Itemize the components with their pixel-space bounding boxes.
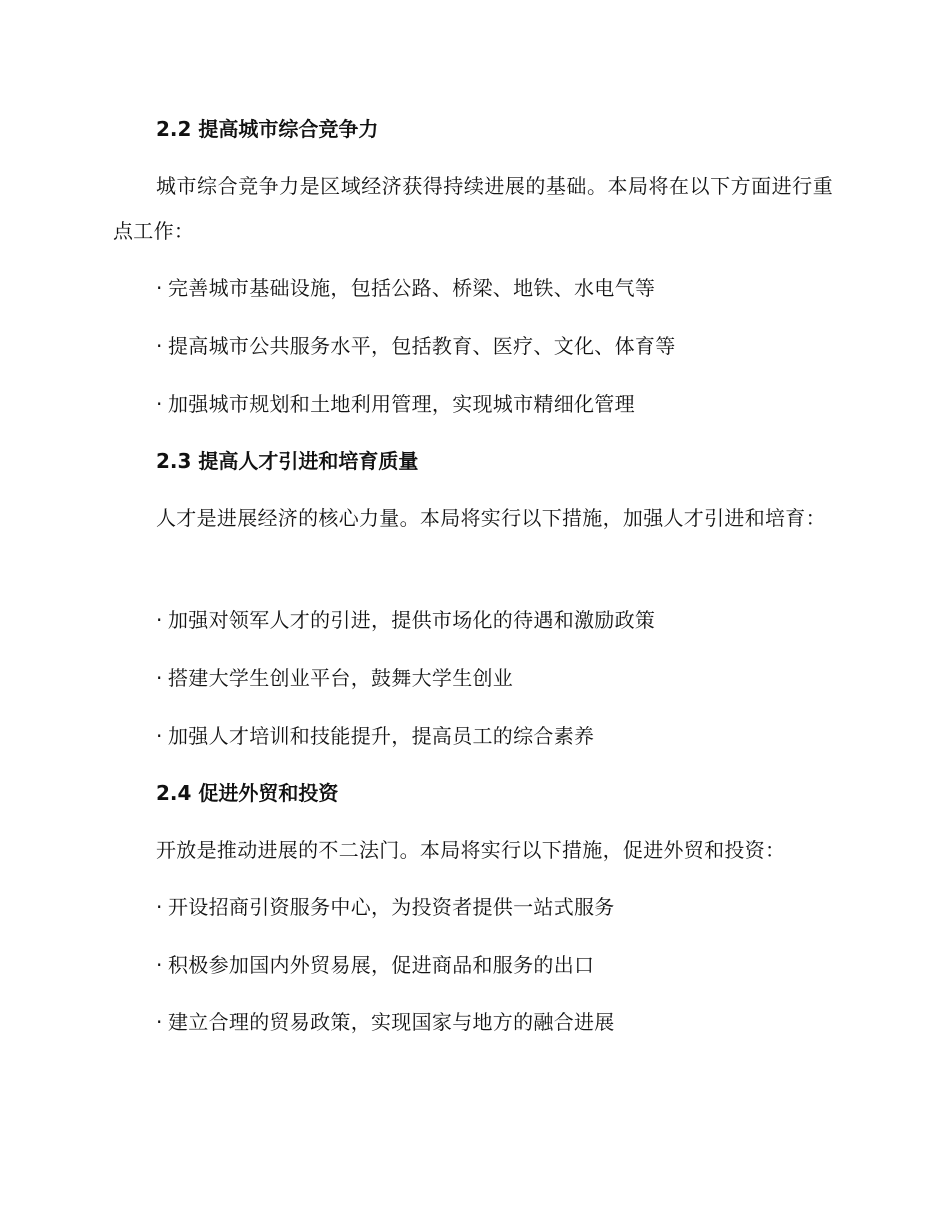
- list-item-text: 加强城市规划和土地利用管理，实现城市精细化管理: [168, 392, 635, 416]
- list-item-text: 完善城市基础设施，包括公路、桥梁、地铁、水电气等: [168, 276, 656, 300]
- section-intro: 城市综合竞争力是区域经济获得持续进展的基础。本局将在以下方面进行重点工作：: [113, 174, 833, 243]
- list-item: [156, 606, 655, 634]
- section-intro: 人才是进展经济的核心力量。本局将实行以下措施，加强人才引进和培育：: [156, 506, 826, 530]
- list-item-text: 加强人才培训和技能提升，提高员工的综合素养: [168, 724, 595, 748]
- bullet-dot: ·: [156, 724, 163, 748]
- list-item: [156, 893, 615, 921]
- list-item: [156, 664, 513, 692]
- list-item-text: 建立合理的贸易政策，实现国家与地方的融合进展: [168, 1010, 615, 1034]
- list-item: [156, 1008, 615, 1036]
- list-item: [156, 722, 594, 750]
- section-intro: 开放是推动进展的不二法门。本局将实行以下措施，促进外贸和投资：: [156, 838, 786, 862]
- section-heading: 2.3 提高人才引进和培育质量: [156, 449, 419, 473]
- bullet-dot: ·: [156, 895, 163, 919]
- bullet-dot: ·: [156, 608, 163, 632]
- bullet-dot: ·: [156, 1010, 163, 1034]
- list-item: [156, 274, 655, 302]
- section-heading: 2.4 促进外贸和投资: [156, 781, 339, 805]
- list-item-text: 搭建大学生创业平台，鼓舞大学生创业: [168, 666, 514, 690]
- list-item-text: 开设招商引资服务中心，为投资者提供一站式服务: [168, 895, 615, 919]
- list-item-text: 积极参加国内外贸易展，促进商品和服务的出口: [168, 953, 595, 977]
- section-heading: 2.2 提高城市综合竞争力: [156, 117, 379, 141]
- list-item: [156, 332, 676, 360]
- list-item: [156, 390, 635, 418]
- bullet-dot: ·: [156, 953, 163, 977]
- bullet-dot: ·: [156, 334, 163, 358]
- bullet-dot: ·: [156, 666, 163, 690]
- bullet-dot: ·: [156, 392, 163, 416]
- list-item-text: 加强对领军人才的引进，提供市场化的待遇和激励政策: [168, 608, 656, 632]
- list-item: [156, 951, 594, 979]
- list-item-text: 提高城市公共服务水平，包括教育、医疗、文化、体育等: [168, 334, 676, 358]
- bullet-dot: ·: [156, 276, 163, 300]
